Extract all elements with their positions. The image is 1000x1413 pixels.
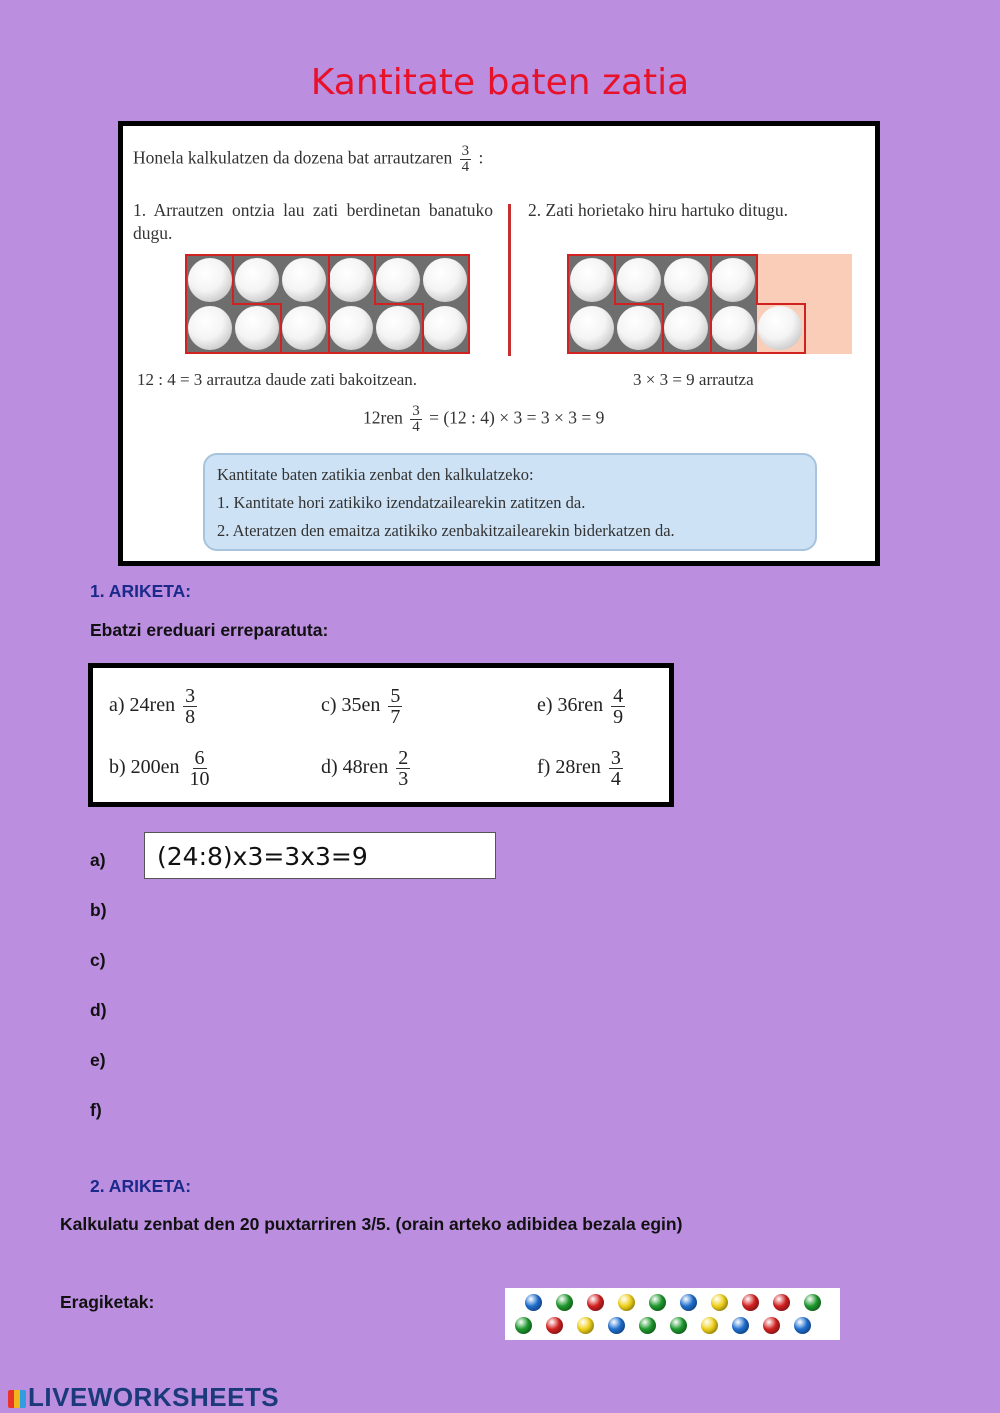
problem-fraction	[188, 748, 212, 789]
marble-red	[773, 1294, 790, 1311]
problem-label: f) 28ren	[537, 756, 601, 779]
rule-box	[203, 453, 817, 551]
answer-input-a[interactable]: (24:8)x3=3x3=9	[144, 832, 496, 879]
problem-f	[537, 748, 626, 789]
intro-fraction	[460, 144, 472, 175]
step-1-text: 1. Arrautzen ontzia lau zati berdinetan banatuko dugu.	[133, 200, 493, 243]
problem-c	[321, 686, 405, 727]
fraction-numerator: 3	[185, 685, 196, 707]
fraction-denominator: 4	[461, 159, 470, 175]
problem-fraction	[396, 748, 410, 789]
marble-green	[804, 1294, 821, 1311]
marble-blue	[680, 1294, 697, 1311]
fraction-numerator: 3	[610, 747, 621, 769]
fraction-denominator: 3	[398, 768, 409, 790]
example-intro	[133, 144, 483, 175]
problem-fraction	[388, 686, 402, 727]
egg-carton-selected	[567, 254, 852, 354]
fraction-denominator: 4	[610, 768, 621, 790]
problem-label: c) 35en	[321, 694, 381, 717]
marble-blue	[525, 1294, 542, 1311]
marble-green	[649, 1294, 666, 1311]
problem-b	[109, 748, 215, 789]
equation-prefix: 12ren	[363, 407, 403, 428]
logo-icon	[8, 1390, 26, 1408]
caption-division: 12 : 4 = 3 arrautza daude zati bakoitzean.	[137, 370, 418, 389]
rule-title: Kantitate baten zatikia zenbat den kalkulatzeko:	[217, 465, 534, 484]
equation-rest: = (12 : 4) × 3 = 3 × 3 = 9	[429, 407, 605, 428]
fraction-numerator: 4	[613, 685, 624, 707]
exercise-1-instruction: Ebatzi ereduari erreparatuta:	[90, 620, 329, 640]
problem-a	[109, 686, 200, 727]
marble-red	[763, 1317, 780, 1334]
marbles-image	[505, 1288, 840, 1340]
problem-fraction	[609, 748, 623, 789]
fraction-numerator: 6	[194, 747, 205, 769]
example-equation	[363, 404, 604, 435]
logo-text: LIVEWORKSHEETS	[28, 1382, 280, 1412]
fraction-denominator: 7	[390, 706, 401, 728]
answer-label-b: b)	[90, 900, 107, 920]
problem-label: e) 36ren	[537, 694, 604, 717]
example-box	[118, 121, 880, 566]
problem-d	[321, 748, 413, 789]
fraction-denominator: 4	[412, 419, 420, 435]
problem-label: b) 200en	[109, 756, 180, 779]
partition-lines	[567, 254, 852, 354]
caption-result: 3 × 3 = 9 arrautza	[633, 370, 754, 389]
marble-green	[670, 1317, 687, 1334]
marble-yellow	[701, 1317, 718, 1334]
marble-red	[587, 1294, 604, 1311]
divider	[508, 204, 511, 356]
step-2-text: 2. Zati horietako hiru hartuko ditugu.	[528, 200, 789, 220]
fraction-numerator: 3	[461, 143, 470, 159]
intro-suffix: :	[478, 147, 484, 168]
marble-blue	[794, 1317, 811, 1334]
answer-label-a: a)	[90, 850, 106, 870]
liveworksheets-logo	[8, 1382, 279, 1413]
marble-yellow	[577, 1317, 594, 1334]
marble-green	[556, 1294, 573, 1311]
problem-e	[537, 686, 628, 727]
marble-blue	[732, 1317, 749, 1334]
problem-label: d) 48ren	[321, 756, 389, 779]
fraction-denominator: 8	[185, 706, 196, 728]
partition-lines	[185, 254, 470, 354]
equation-fraction	[410, 404, 422, 435]
marble-green	[639, 1317, 656, 1334]
rule-step-1: 1. Kantitate hori zatikiko izendatzailearekin zatitzen da.	[217, 493, 586, 512]
fraction-numerator: 3	[412, 403, 420, 419]
fraction-numerator: 2	[398, 747, 409, 769]
marble-red	[742, 1294, 759, 1311]
exercise-1-heading: 1. ARIKETA:	[90, 581, 192, 601]
exercise-2-heading: 2. ARIKETA:	[90, 1176, 192, 1196]
marble-blue	[608, 1317, 625, 1334]
answer-label-d: d)	[90, 1000, 107, 1020]
marble-green	[515, 1317, 532, 1334]
exercise-1-problems	[88, 663, 674, 807]
problem-fraction	[611, 686, 625, 727]
answer-label-e: e)	[90, 1050, 106, 1070]
operations-label: Eragiketak:	[60, 1292, 155, 1312]
page-title: Kantitate baten zatia	[310, 62, 690, 103]
exercise-2-instruction: Kalkulatu zenbat den 20 puxtarriren 3/5. (orain arteko adibidea bezala egin)	[60, 1214, 683, 1234]
answer-label-f: f)	[90, 1100, 102, 1120]
marble-red	[546, 1317, 563, 1334]
example-intro-text: Honela kalkulatzen da dozena bat arrautzaren	[133, 147, 453, 168]
problem-label: a) 24ren	[109, 694, 176, 717]
egg-carton-divided	[185, 254, 470, 354]
fraction-denominator: 9	[613, 706, 624, 728]
fraction-denominator: 10	[189, 768, 210, 790]
fraction-numerator: 5	[390, 685, 401, 707]
rule-step-2: 2. Ateratzen den emaitza zatikiko zenbakitzailearekin biderkatzen da.	[217, 521, 675, 540]
marble-yellow	[711, 1294, 728, 1311]
marble-yellow	[618, 1294, 635, 1311]
answer-label-c: c)	[90, 950, 106, 970]
problem-fraction	[183, 686, 197, 727]
